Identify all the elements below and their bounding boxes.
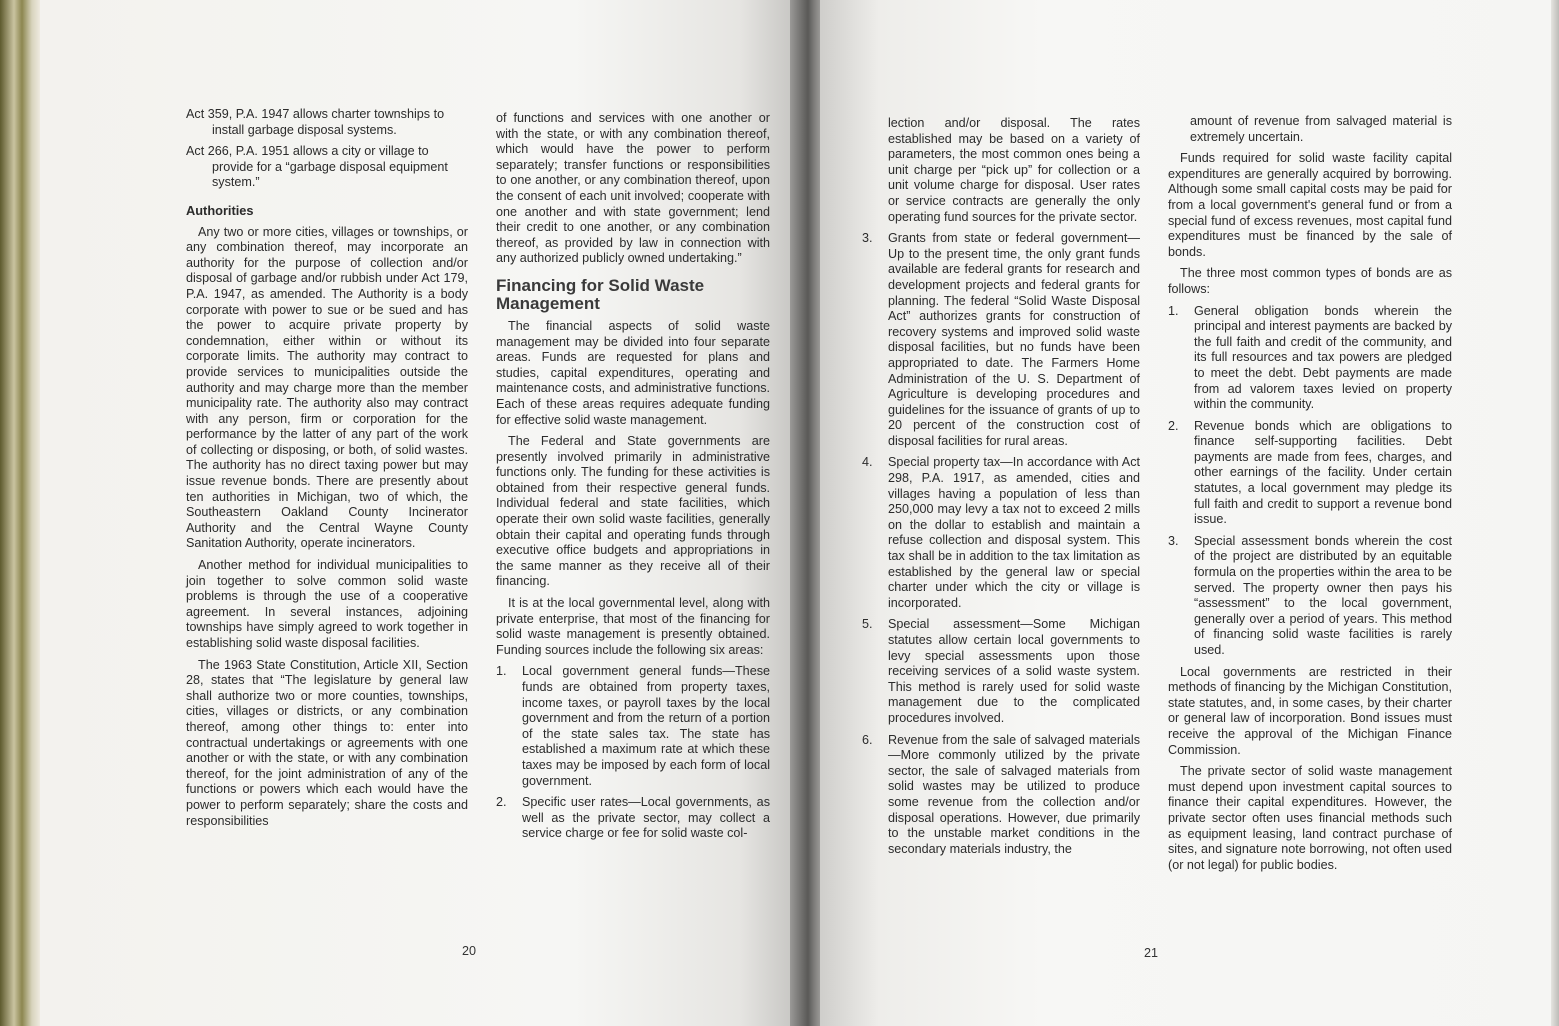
act-359-text: Act 359, P.A. 1947 allows charter townships to install garbage disposal systems. <box>186 107 445 137</box>
list-number: 1. <box>1168 303 1179 318</box>
list-item <box>496 795 770 842</box>
paragraph: The financial aspects of solid waste management may be divided into four separate areas. Funds are requested for plans and studies, capital expenditures, operating and maintenance costs, and administrative functions. Each of these areas requires adequate funding for effective solid waste management. <box>496 318 770 427</box>
list-text: Revenue from the sale of salvaged materials—More commonly utilized by the private sector, the sale of salvaged materials from solid wastes may be utilized to produce some revenue from the collection and/or disposal operations. However, due primarily to the unstable market conditions in the secondary materials industry, the <box>888 732 1140 856</box>
paragraph: Another method for individual municipalities to join together to solve common solid waste problems is through the use of a cooperative agreement. In several instances, adjoining townships have simply agreed to work together in establishing solid waste disposal facilities. <box>186 558 468 650</box>
paragraph: The three most common types of bonds are as follows: <box>1168 266 1452 296</box>
list-item <box>862 455 1140 611</box>
paragraph: The 1963 State Constitution, Article XII, Section 28, states that “The legislature by general law shall authorize two or more counties, townships, cities, villages or districts, or any combination thereof, among other things to: enter into contractual undertakings or agreements with one another or with the state, or with any combination thereof, for the joint administration of any of the functions or powers which each would have the power to perform separately; share the costs and responsibilities <box>186 657 468 828</box>
list-item <box>496 664 770 789</box>
list-text: Special assessment bonds wherein the cost of the project are distributed by an equitable formula on the properties within the area to be served. The property owner then pays his “assessment” to the local government, generally over a period of years. This method of financing solid waste facilities is rarely used. <box>1194 533 1452 657</box>
list-text: Specific user rates—Local governments, as well as the private sector, may collect a service charge or fee for solid waste col- <box>522 795 770 841</box>
page-stack-edge <box>0 0 40 1026</box>
list-number: 5. <box>862 617 873 632</box>
list-number: 1. <box>496 664 507 679</box>
list-text: General obligation bonds wherein the principal and interest payments are backed by the full faith and credit of the community, and its full resources and tax powers are pledged to meet the debt. Debt payments are made from ad valorem taxes levied on property within the community. <box>1194 303 1452 412</box>
list-item <box>862 231 1140 449</box>
paragraph: The private sector of solid waste management must depend upon investment capital sources to finance their capital expenditures. However, the private sector often uses financial methods such as equipment leasing, land contract purchase of sites, and signature note borrowing, not often used (or not legal) for public bodies. <box>1168 764 1452 872</box>
financing-heading: Financing for Solid Waste Management <box>496 275 705 313</box>
page-number-right: 21 <box>1144 946 1159 960</box>
act-266-text: Act 266, P.A. 1951 allows a city or village to provide for a “garbage disposal equipment system.” <box>186 144 448 190</box>
right-col-2 <box>1168 114 1452 879</box>
page-edge-right <box>1551 0 1559 1026</box>
paragraph: lection and/or disposal. The rates established may be based on a variety of parameters, the most common ones being a unit charge per “pick up” for collection or a unit volume charge for disposal. User rates or service contracts are generally the only operating fund sources for the private sector. <box>888 116 1140 224</box>
paragraph: It is at the local governmental level, along with private enterprise, that most of the financing for solid waste management is presently obtained. Funding sources include the following six areas: <box>496 596 770 657</box>
list-number: 3. <box>1168 533 1179 548</box>
list-text: Local government general funds—These funds are obtained from property taxes, income taxes, or payroll taxes by the local government and from the return of a portion of the state sales tax. The state has established a maximum rate at which these taxes may be imposed by each form of local government. <box>522 664 770 788</box>
paragraph: of functions and services with one another or with the state, or with any combination thereof, which would have the power to perform separately; transfer functions or responsibilities to one another, or any combination thereof, upon the consent of each unit involved; cooperate with one another and with state government; lend their credit to one another, or any combination thereof, as provided by law in connection with any authorized publicly owned undertaking.” <box>496 111 770 266</box>
paragraph: Local governments are restricted in their methods of financing by the Michigan Constitution, state statutes, and, in some cases, by their charter or general law of incorporation. Bond issues must receive the approval of the Michigan Finance Commission. <box>1168 664 1452 757</box>
list-item <box>1168 304 1452 413</box>
list-item <box>862 733 1140 858</box>
list-number: 6. <box>862 732 873 747</box>
paragraph: Any two or more cities, villages or townships, or any combination thereof, may incorporate an authority for the purpose of collection and/or disposal of garbage and/or rubbish under Act 179, P.A. 1947, as amended. The Authority is a body corporate with power to sue or be sued and has the power to acquire private property by condemnation, either within or without its corporate limits. The authority may contract to provide services to municipalities outside the authority and may charge more than the member municipality rate. The authority also may contract with any person, firm or corporation for the performance by the latter of any part of the work of collecting or disposing, or both, of solid wastes. The authority has no direct taxing power but may issue revenue bonds. There are presently about ten authorities in Michigan, two of which, the Southeastern Oakland County Incinerator Authority and the Central Wayne County Sanitation Authority, operate incinerators. <box>186 224 468 551</box>
list-item <box>1168 534 1452 659</box>
right-col-1 <box>862 116 1140 863</box>
list-item <box>862 617 1140 726</box>
left-col-1 <box>186 107 468 835</box>
left-col-2 <box>496 111 770 848</box>
list-text: Special assessment—Some Michigan statutes allow certain local governments to levy special assessments upon those receiving services of a solid waste system. This method is rarely used for solid waste management due to the complicated procedures involved. <box>888 617 1140 725</box>
list-number: 2. <box>1168 418 1179 433</box>
list-text: Special property tax—In accordance with Act 298, P.A. 1917, as amended, cities and villages having a population of less than 250,000 may levy a tax not to exceed 2 mills on the dollar to establish and maintain a refuse collection and disposal system. This tax shall be in addition to the tax limitation as established by the general law or special charter under which the city or village is incorporated. <box>888 455 1140 610</box>
paragraph: Funds required for solid waste facility capital expenditures are generally acquired by borrowing. Although some small capital costs may be paid for from a local government's general fund or from a special fund of excess revenues, most capital fund expenditures must be financed by the sale of bonds. <box>1168 151 1452 259</box>
list-number: 4. <box>862 455 873 470</box>
list-text: Revenue bonds which are obligations to finance self-supporting facilities. Debt payments are made from fees, charges, and other earnings of the facility. Under certain statutes, a local government may pledge its full faith and credit to support a revenue bond issue. <box>1194 418 1452 527</box>
list-item <box>1168 419 1452 528</box>
page-number-left: 20 <box>462 944 477 958</box>
list-number: 3. <box>862 231 873 246</box>
list-number: 2. <box>496 795 507 810</box>
authorities-heading: Authorities <box>186 202 254 218</box>
paragraph: amount of revenue from salvaged material is extremely uncertain. <box>1190 114 1452 144</box>
list-text: Grants from state or federal government—Up to the present time, the only grant funds available are federal grants for research and development projects and federal grants for planning. The federal “Solid Waste Disposal Act” authorizes grants for construction of recovery systems and improved solid waste disposal facilities, but no funds have been appropriated to date. The Farmers Home Administration of the U. S. Department of Agriculture is developing procedures and guidelines for the issuance of grants of up to 20 percent of the construction cost of disposal facilities for rural areas. <box>888 231 1140 448</box>
paragraph: The Federal and State governments are presently involved primarily in administrative functions only. The funding for these activities is obtained from their respective general funds. Individual federal and state facilities, which operate their own solid waste facilities, generally obtain their capital and operating funds through executive office budgets and appropriations in the same manner as they receive all of their financing. <box>496 434 770 589</box>
